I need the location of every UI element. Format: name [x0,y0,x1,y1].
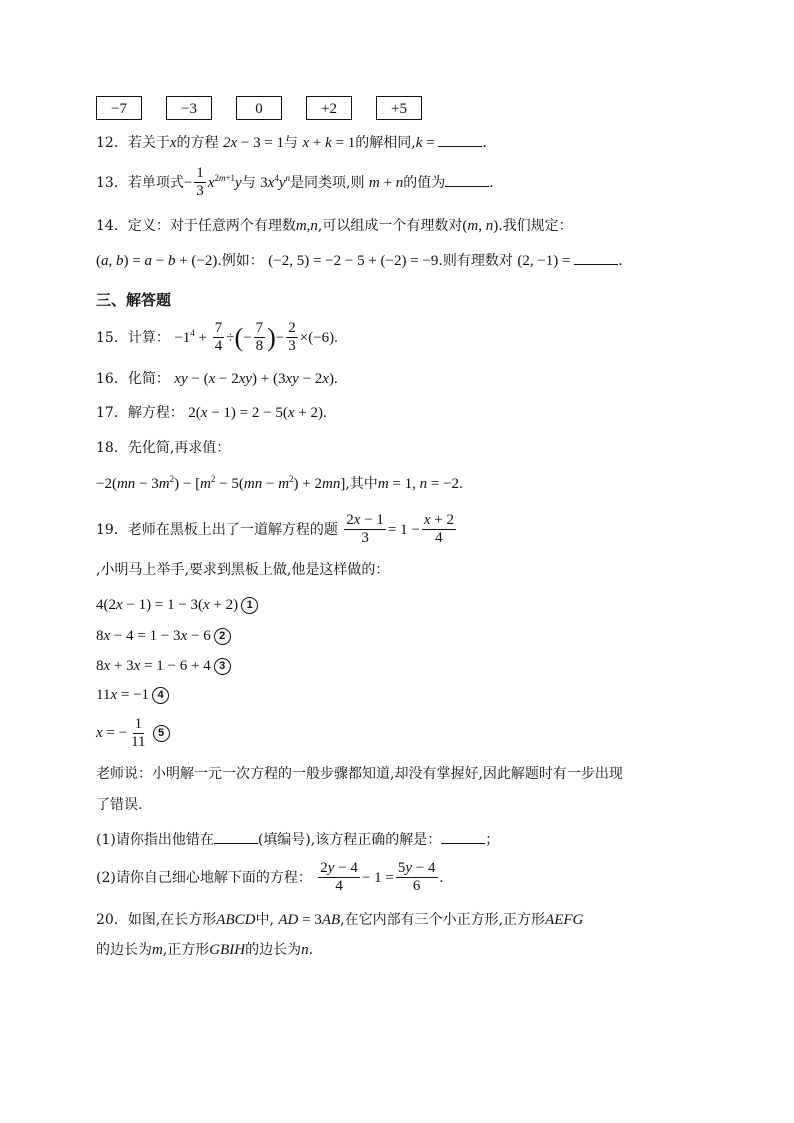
question-14-line2: (a, b) = a − b + (−2).例如： (−2, 5) = −2 − 5 + (−2) = −9.则有理数对 (2, −1) = . [96,253,623,269]
question-15: 15．计算： $-1^4$ + $\frac{7}{4}$ ÷(− $\frac{7}{8}$ )− $\frac{2}{3}$ ×(−6). [96,320,338,355]
answer-blank[interactable] [214,831,258,844]
question-17: 17．解方程： 2(x − 1) = 2 − 5(x + 2). [96,405,327,421]
question-12: 12．若关于x的方程 2x − 3 = 1与 x + k = 1的解相同,k = . [96,135,487,151]
q-num: 14． [96,218,128,234]
number-card: −7 [96,96,142,120]
answer-blank[interactable] [574,252,618,265]
text: 与 [284,135,299,151]
step-3: 8x + 3x = 1 − 6 + 4 3 [96,657,231,675]
q-num: 13． [96,174,128,191]
comment-line2: 了错误. [96,797,143,813]
question-18-expr: $-2(mn - 3m^2) - [m^2 - 5(mn - m^2) + 2mn]$,其中m = 1, n = −2. [96,474,463,492]
fraction: $\frac{1}{3}$ [196,165,204,200]
text: 若关于 [127,135,170,151]
question-19-line2: ,小明马上举手,要求到黑板上做,他是这样做的： [96,562,390,578]
q-num: 15． [96,329,128,346]
step-5: x = − $\frac{1}{11}$ 5 [96,716,170,752]
part-2: (2)请你自己细心地解下面的方程： $\frac{2y - 4}{4}$ − 1 = $\frac{5y - 4}{6}$ . [96,860,444,895]
number-card: 0 [236,96,282,120]
answer-blank[interactable] [441,831,485,844]
comment-line1: 老师说：小明解一元一次方程的一般步骤都知道,却没有掌握好,因此解题时有一步出现 [96,766,623,782]
q-num: 17． [96,405,128,421]
number-card: +5 [376,96,422,120]
answer-blank[interactable] [438,134,482,147]
question-20: 20．如图,在长方形ABCD中, AD = 3AB,在它内部有三个小正方形,正方形AEFG [96,912,584,928]
q-num: 20． [96,912,128,928]
text: 的解相同, [355,135,416,151]
q-num: 19． [96,521,128,538]
question-18: 18．先化简,再求值： [96,440,231,456]
step-2: 8x − 4 = 1 − 3x − 6 2 [96,627,231,645]
question-20-line2: 的边长为m,正方形GBIH的边长为n. [96,942,314,958]
step-4: 11x = −1 4 [96,686,169,704]
section-heading: 三、解答题 [96,291,172,309]
question-19: 19．老师在黑板上出了一道解方程的题 $\frac{2x - 1}{3}$ = 1 − $\frac{x + 2}{4}$ [96,512,454,547]
q-num: 18． [96,440,128,456]
number-card: −3 [166,96,212,120]
question-14-line1: 14．定义：对于任意两个有理数m,n,可以组成一个有理数对(m, n).我们规定： [96,218,573,234]
number-card: +2 [306,96,352,120]
question-16: 16．化简： xy − (x − 2xy) + (3xy − 2x). [96,371,338,387]
text: 的方程 [176,135,219,151]
text: 若单项式 [127,174,184,191]
q-num: 12． [96,135,128,151]
q-num: 16． [96,371,128,387]
question-13: 13．若单项式− $\frac{1}{3}$ $x^{2m+1}y$与 $3x^4y^n$是同类项,则 m + n的值为 . [96,165,494,200]
step-1: 4(2x − 1) = 1 − 3(x + 2) 1 [96,596,258,614]
answer-blank[interactable] [445,174,489,187]
part-1: (1)请你指出他错在 (填编号),该方程正确的解是： ； [96,832,500,848]
